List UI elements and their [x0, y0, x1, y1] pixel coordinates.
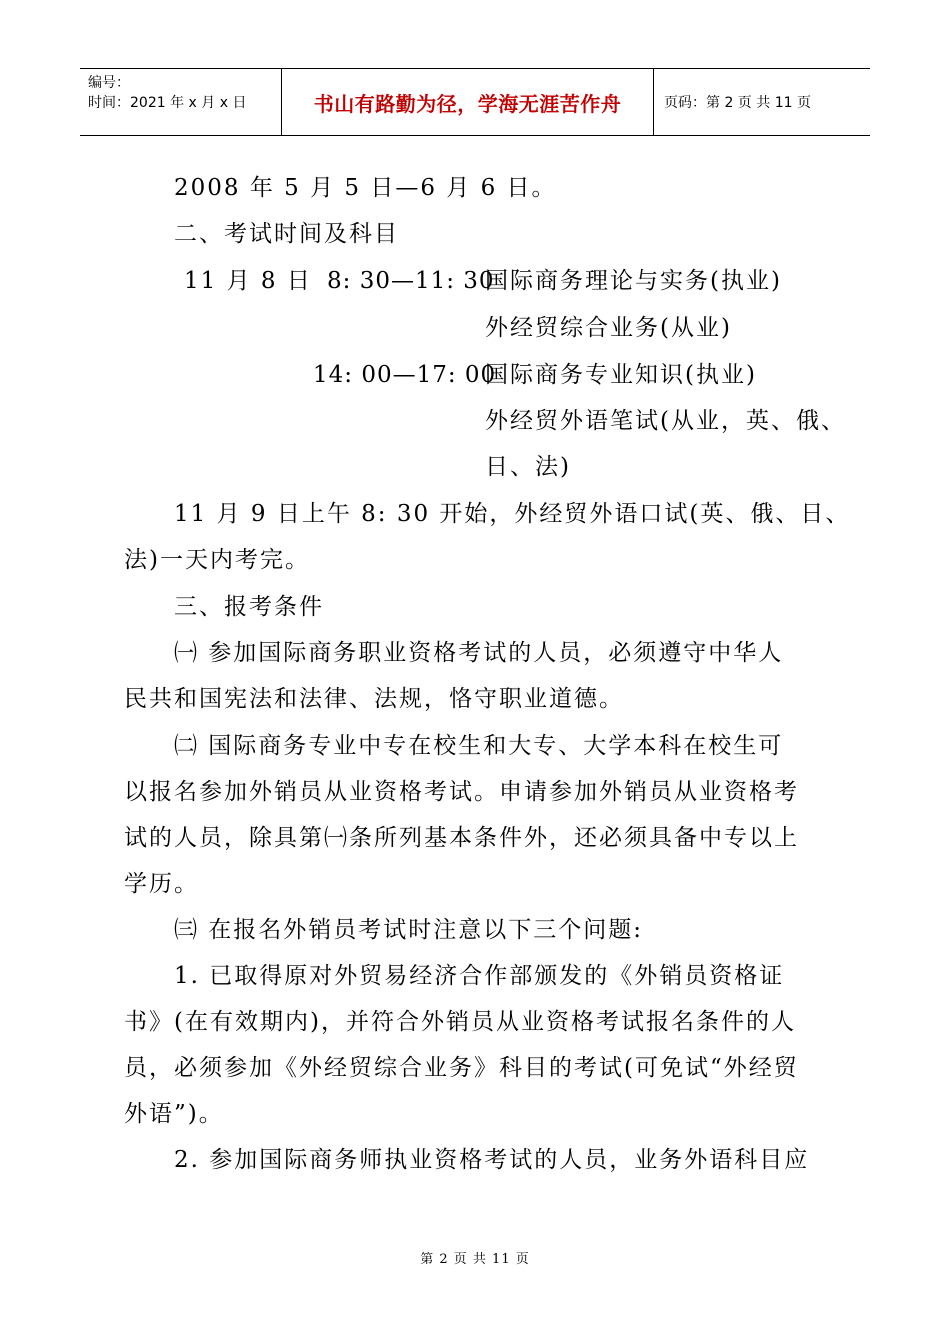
schedule-date: 11 月 8 日 — [184, 268, 312, 294]
schedule-subject: 国际商务理论与实务(执业) — [485, 268, 782, 294]
text-line: 学历。 — [124, 871, 199, 897]
header-page-info: 页码：第 2 页 共 11 页 — [664, 95, 811, 111]
schedule-time: 14: 00—17: 00 — [313, 362, 497, 388]
text-line: 2008 年 5 月 5 日—6 月 6 日。 — [174, 175, 557, 201]
section-heading: 三、报考条件 — [174, 594, 324, 620]
section-heading: 二、考试时间及科目 — [174, 221, 399, 247]
document-number-label: 编号： — [88, 75, 130, 91]
schedule-subject: 外经贸外语笔试(从业，英、俄、 — [485, 408, 846, 434]
schedule-subject: 国际商务专业知识(执业) — [485, 362, 757, 388]
text-line: 员，必须参加《外经贸综合业务》科目的考试(可免试“外经贸 — [124, 1055, 799, 1081]
schedule-subject: 日、法) — [485, 454, 571, 480]
document-date-label: 时间：2021 年 x 月 x 日 — [88, 95, 247, 111]
text-line: ㈠ 参加国际商务职业资格考试的人员，必须遵守中华人 — [174, 640, 784, 666]
text-line: 法)一天内考完。 — [124, 547, 310, 573]
page-header — [80, 68, 870, 136]
page-footer: 第 2 页 共 11 页 — [420, 1252, 530, 1267]
header-meta — [80, 69, 282, 135]
text-line: 试的人员，除具第㈠条所列基本条件外，还必须具备中专以上 — [124, 825, 799, 851]
schedule-time: 8: 30—11: 30 — [327, 268, 495, 294]
text-line: 1. 已取得原对外贸易经济合作部颁发的《外销员资格证 — [174, 963, 785, 989]
text-line: 2. 参加国际商务师执业资格考试的人员，业务外语科目应 — [174, 1147, 810, 1173]
text-line: 11 月 9 日上午 8: 30 开始，外经贸外语口试(英、俄、日、 — [174, 501, 851, 527]
header-motto: 书山有路勤为径，学海无涯苦作舟 — [282, 69, 654, 135]
text-line: ㈢ 在报名外销员考试时注意以下三个问题: — [174, 917, 644, 943]
text-line: 书》(在有效期内)，并符合外销员从业资格考试报名条件的人 — [124, 1009, 796, 1035]
text-line: 民共和国宪法和法律、法规，恪守职业道德。 — [124, 686, 624, 712]
schedule-subject: 外经贸综合业务(从业) — [485, 315, 732, 341]
text-line: 外语”)。 — [124, 1101, 224, 1127]
text-line: ㈡ 国际商务专业中专在校生和大专、大学本科在校生可 — [174, 733, 784, 759]
text-line: 以报名参加外销员从业资格考试。申请参加外销员从业资格考 — [124, 779, 799, 805]
